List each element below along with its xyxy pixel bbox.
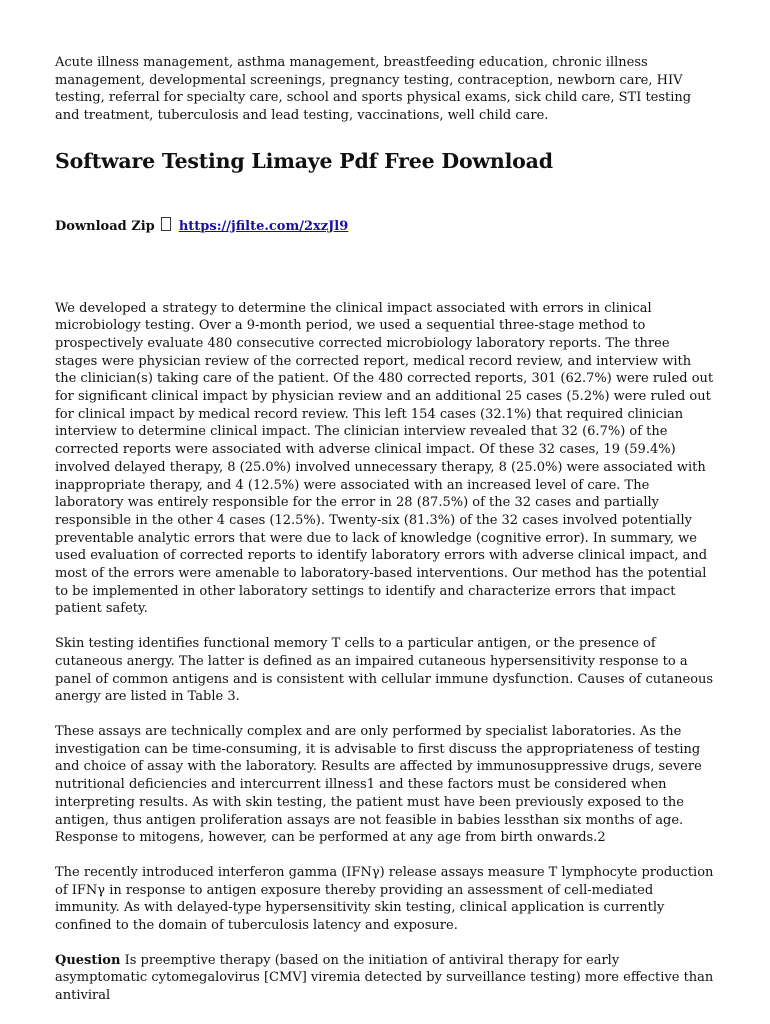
missing-glyph-icon (161, 217, 171, 231)
question-paragraph (55, 952, 714, 1005)
body-paragraph: Skin testing identifies functional memory T cells to a particular antigen, or the presence of cutaneous anergy. The latter is defined as an impaired cutaneous hypersensitivity response to a panel of common antigens and is consistent with cellular immune dysfunction. Causes of cutaneous anergy are listed in Table 3. (55, 636, 714, 705)
download-link[interactable]: https://jfilte.com/2xzJl9 (178, 218, 349, 234)
download-label: Download Zip (55, 218, 155, 234)
question-label: Question (55, 952, 121, 968)
page-title: Software Testing Limaye Pdf Free Download (55, 148, 553, 173)
intro-paragraph: Acute illness management, asthma management, breastfeeding education, chronic illness management, developmental screenings, pregnancy testing, contraception, newborn care, HIV testing, referral for specialty care, school and sports physical exams, sick child care, STI testing and treatment, tuberculosis and lead testing, vaccinations, well child care. (55, 55, 692, 124)
question-text: Is preemptive therapy (based on the initiation of antiviral therapy for early asymptomatic cytomegalovirus [CMV] viremia detected by surveillance testing) more effective than antiviral (55, 952, 714, 1004)
download-line (55, 217, 714, 236)
body-paragraph: We developed a strategy to determine the clinical impact associated with errors in clinical microbiology testing. Over a 9-month period, we used a sequential three-stage method to prospectively evaluate 480 consecutive corrected microbiology laboratory reports. The three stages were physician review of the corrected report, medical record review, and interview with the clinician(s) taking care of the patient. Of the 480 corrected reports, 301 (62.7%) were ruled out for significant clinical impact by physician review and an additional 25 cases (5.2%) were ruled out for clinical impact by medical record review. This left 154 cases (32.1%) that required clinician interview to determine clinical impact. The clinician interview revealed that 32 (6.7%) of the corrected reports were associated with adverse clinical impact. Of these 32 cases, 19 (59.4%) involved delayed therapy, 8 (25.0%) involved unnecessary therapy, 8 (25.0%) were associated with inappropriate therapy, and 4 (12.5%) were associated with an increased level of care. The laboratory was entirely responsible for the error in 28 (87.5%) of the 32 cases and partially responsible in the other 4 cases (12.5%). Twenty-six (81.3%) of the 32 cases involved potentially preventable analytic errors that were due to lack of knowledge (cognitive error). In summary, we used evaluation of corrected reports to identify laboratory errors with adverse clinical impact, and most of the errors were amenable to laboratory-based interventions. Our method has the potential to be implemented in other laboratory settings to identify and characterize errors that impact patient safety. (55, 300, 714, 617)
body-paragraph: These assays are technically complex and are only performed by specialist laboratories. As the investigation can be time-consuming, it is advisable to first discuss the appropriateness of testing and choice of assay with the laboratory. Results are affected by immunosuppressive drugs, severe nutritional deficiencies and intercurrent illness1 and these factors must be considered when interpreting results. As with skin testing, the patient must have been previously exposed to the antigen, thus antigen proliferation assays are not feasible in babies lessthan six months of age. Response to mitogens, however, can be performed at any age from birth onwards.2 (55, 723, 702, 846)
body-paragraph: The recently introduced interferon gamma (IFNγ) release assays measure T lymphocyte production of IFNγ in response to antigen exposure thereby providing an assessment of cell-mediated immunity. As with delayed-type hypersensitivity skin testing, clinical application is currently confined to the domain of tuberculosis latency and exposure. (55, 864, 714, 934)
